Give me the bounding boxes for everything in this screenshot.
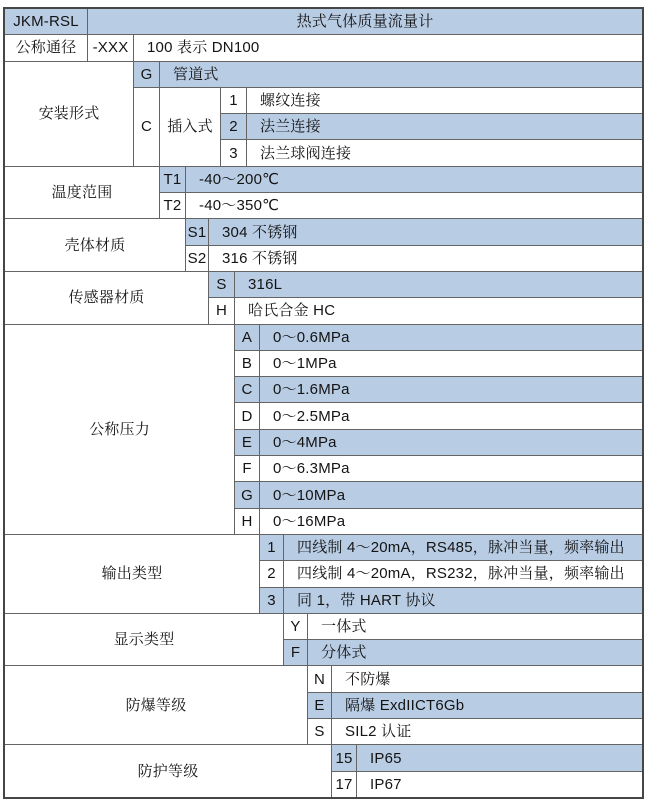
value-flange-ball-valve: 法兰球阀连接 — [247, 140, 642, 165]
value-protection-ip67: IP67 — [357, 772, 642, 797]
code-insertion-1: 1 — [221, 88, 246, 113]
value-pressure-a: 0～0.6MPa — [260, 325, 642, 350]
label-display-type: 显示类型 — [5, 614, 283, 666]
value-pressure-c: 0～1.6MPa — [260, 377, 642, 402]
code-explosion-e: E — [308, 693, 331, 718]
value-sensor-316l: 316L — [235, 272, 642, 297]
label-install-insertion: 插入式 — [160, 88, 220, 166]
value-thread-connection: 螺纹连接 — [247, 88, 642, 113]
code-temp-t1: T1 — [160, 167, 185, 192]
code-output-2: 2 — [260, 561, 283, 586]
value-explosion-exd: 隔爆 ExdIICT6Gb — [332, 693, 642, 718]
value-explosion-sil2: SIL2 认证 — [332, 719, 642, 744]
code-protection-15: 15 — [332, 745, 356, 770]
code-install-c: C — [134, 88, 159, 166]
code-pressure-b: B — [235, 351, 259, 376]
spec-table — [3, 7, 644, 799]
value-display-integrated: 一体式 — [308, 614, 642, 639]
code-housing-s2: S2 — [186, 246, 208, 271]
code-explosion-n: N — [308, 666, 331, 691]
code-insertion-2: 2 — [221, 114, 246, 139]
code-explosion-s: S — [308, 719, 331, 744]
value-temp-t2: -40～350℃ — [186, 193, 642, 218]
model-code: JKM-RSL — [5, 9, 87, 34]
code-pressure-d: D — [235, 403, 259, 428]
value-flange-connection: 法兰连接 — [247, 114, 642, 139]
value-sensor-hastelloy: 哈氏合金 HC — [235, 298, 642, 323]
value-display-remote: 分体式 — [308, 640, 642, 665]
label-nominal-pressure: 公称压力 — [5, 325, 234, 534]
product-title: 热式气体质量流量计 — [88, 9, 642, 34]
value-install-pipeline: 管道式 — [160, 62, 642, 87]
code-housing-s1: S1 — [186, 219, 208, 244]
label-protection-class: 防护等级 — [5, 745, 331, 797]
code-output-3: 3 — [260, 588, 283, 613]
label-temperature-range: 温度范围 — [5, 167, 159, 219]
value-temp-t1: -40～200℃ — [186, 167, 642, 192]
code-display-y: Y — [284, 614, 307, 639]
value-protection-ip65: IP65 — [357, 745, 642, 770]
code-sensor-h: H — [209, 298, 234, 323]
label-nominal-diameter: 公称通径 — [5, 35, 87, 60]
value-pressure-d: 0～2.5MPa — [260, 403, 642, 428]
code-pressure-a: A — [235, 325, 259, 350]
code-pressure-g: G — [235, 482, 259, 507]
code-insertion-3: 3 — [221, 140, 246, 165]
label-explosion-proof: 防爆等级 — [5, 666, 307, 744]
value-output-2: 四线制 4～20mA，RS232，脉冲当量，频率输出 — [284, 561, 642, 586]
value-pressure-e: 0～4MPa — [260, 430, 642, 455]
value-pressure-h: 0～16MPa — [260, 509, 642, 534]
code-sensor-s: S — [209, 272, 234, 297]
value-housing-316: 316 不锈钢 — [209, 246, 642, 271]
value-explosion-none: 不防爆 — [332, 666, 642, 691]
code-temp-t2: T2 — [160, 193, 185, 218]
label-housing-material: 壳体材质 — [5, 219, 185, 271]
value-pressure-b: 0～1MPa — [260, 351, 642, 376]
value-output-1: 四线制 4～20mA，RS485，脉冲当量，频率输出 — [284, 535, 642, 560]
code-protection-17: 17 — [332, 772, 356, 797]
label-sensor-material: 传感器材质 — [5, 272, 208, 324]
code-display-f: F — [284, 640, 307, 665]
code-install-g: G — [134, 62, 159, 87]
code-pressure-h: H — [235, 509, 259, 534]
code-diameter-xxx: -XXX — [88, 35, 133, 60]
code-pressure-c: C — [235, 377, 259, 402]
label-output-type: 输出类型 — [5, 535, 259, 613]
value-pressure-g: 0～10MPa — [260, 482, 642, 507]
code-pressure-e: E — [235, 430, 259, 455]
value-diameter-example: 100 表示 DN100 — [134, 35, 642, 60]
code-output-1: 1 — [260, 535, 283, 560]
label-installation-type: 安装形式 — [5, 62, 133, 166]
value-pressure-f: 0～6.3MPa — [260, 456, 642, 481]
value-output-3: 同 1，带 HART 协议 — [284, 588, 642, 613]
value-housing-304: 304 不锈钢 — [209, 219, 642, 244]
code-pressure-f: F — [235, 456, 259, 481]
